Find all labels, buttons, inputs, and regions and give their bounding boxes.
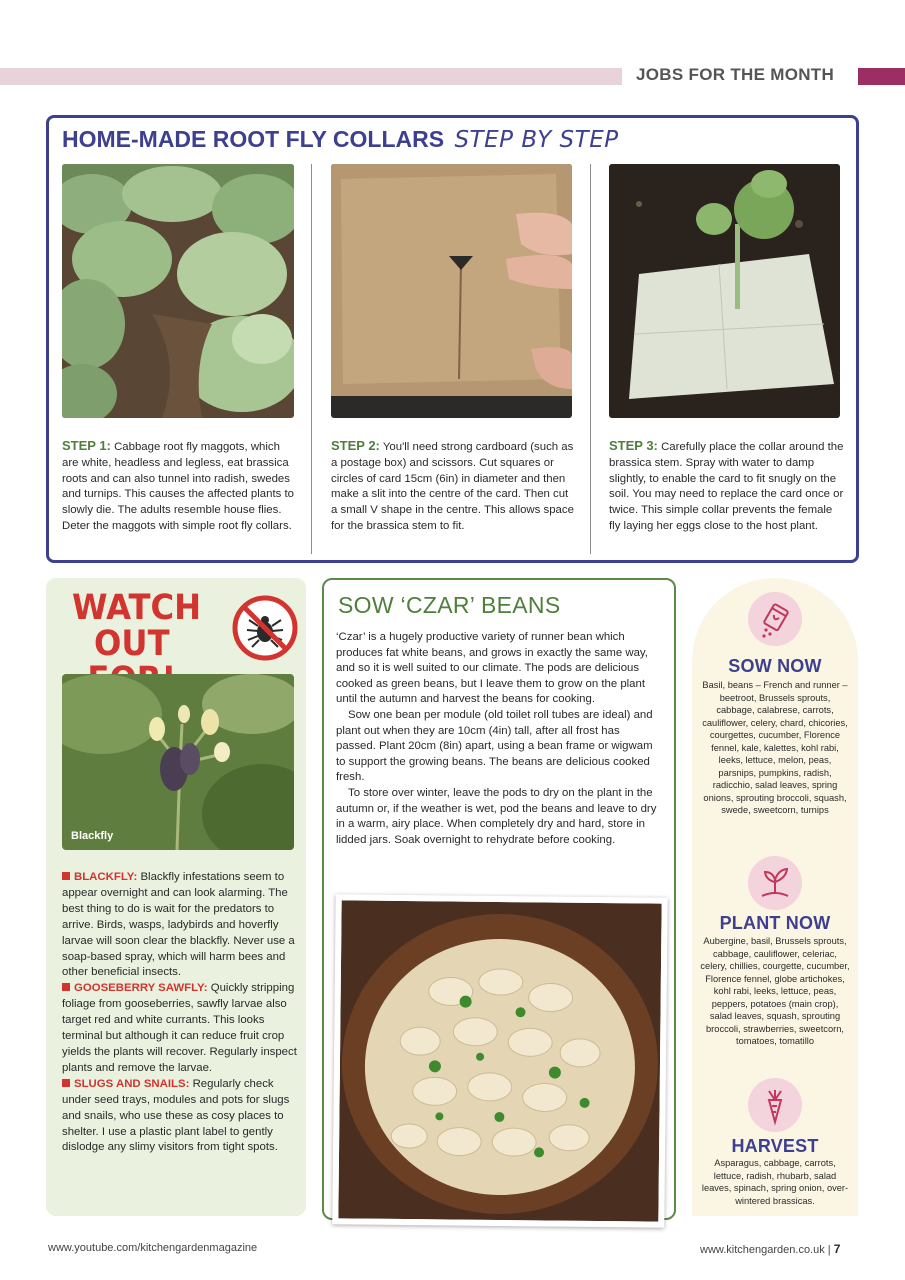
harvest-heading: HARVEST [731,1136,819,1156]
item-text: Regularly check under seed trays, modules and pots for slugs and snails, who use these as cosy places to shelter. I use a plastic plant label to gently dislodge any slimy visitors from tight spots. [62,1077,290,1154]
plant-now-text: Aubergine, basil, Brussels sprouts, cabbage, cauliflower, celeriac, celery, chillies, courgette, cucumber, Florence fennel, globe artichokes, kohl rabi, leeks, lettuce, peas, peppers, potatoes (main crop), salad leaves, squash, sprouting broccoli, strawberries, sweetcorn, tomatoes, tomatillo [700,936,850,1046]
item-heading: BLACKFLY: [74,871,138,883]
plant-now-heading: PLANT NOW [719,913,831,933]
step-by-step-title [62,126,619,153]
section-title: JOBS FOR THE MONTH [636,65,835,84]
item-text: Quickly stripping foliage from gooseberries, sawfly larvae also target red and white currants. This looks terminal but although it can reduce fruit crop yields the plants will recover. Regularly inspect plants and remove the larvae. [62,982,297,1074]
sow-now-heading: SOW NOW [728,656,822,676]
sow-now-text: Basil, beans – French and runner – beetroot, Brussels sprouts, cabbage, calabrese, carrots, cauliflower, celery, chard, chicories, courgettes, cucumber, Florence fennel, kale, kalettes, kohl rabi, leeks, lettuce, melon, peas, parsnips, pumpkins, radish, radicchio, salad leaves, spring onions, sprouting broccoli, squash, swede, sweetcorn, turnips [702,680,848,815]
watch-out-title: WATCH OUT [72,588,202,664]
step-divider [311,164,312,554]
step3-photo-collar [609,164,840,418]
step1-photo-cabbages [62,164,294,418]
blackfly-photo [62,674,294,850]
step2-label: STEP 2: [331,438,380,453]
watch-out-text [62,870,298,1156]
step-divider [590,164,591,554]
sow-czar-title: SOW ‘CZAR’ BEANS [338,592,561,618]
seedling-icon [748,856,802,910]
step3-label: STEP 3: [609,438,658,453]
footer-website-link[interactable]: www.kitchengarden.co.uk [700,1244,825,1256]
paragraph: To store over winter, leave the pods to dry on the plant in the autumn or, if the weather is wet, pod the beans and leave to dry in a warm, airy place. When completely dry and hard, store in lidded jars. Soak overnight to rehydrate before cooking. [336,786,657,846]
page-number: 7 [833,1242,841,1256]
item-heading: SLUGS AND SNAILS: [74,1077,190,1090]
step1-text [62,438,298,535]
footer-separator: | [827,1244,831,1256]
step2-photo-cardboard [331,164,572,418]
paragraph: Sow one bean per module (old toilet roll tubes are ideal) and plant out when they are 10cm (4in) tall, after all frost has passed. Plant 20cm (8in) apart, using a bean frame or wigwam to support the growing beans. The beans are delicious cooked fresh. [336,708,653,784]
step2-body: You'll need strong cardboard (such as a postage box) and scissors. Cut squares or circles of card 15cm (6in) in diameter and then make a slit into the centre of the card. Then cut a small V shape in the centre. This allows space for the brassica stem to fit. [331,441,574,532]
tick-warning-icon [231,594,299,662]
bullet-square [62,872,70,880]
photo-caption: Blackfly [71,830,114,842]
paragraph: ‘Czar’ is a hugely productive variety of runner bean which produces fat white beans, and grows in exactly the same way, and so it is well suited to our climate. The pods are delicious cooked as green beans, but I leave them to grow on the plant until the autumn and harvest the beans for cooking. [336,631,648,706]
step1-label: STEP 1: [62,438,111,453]
item-text: Blackfly infestations seem to appear overnight and can look alarming. The best thing to do is wait for the predators to arrive. Birds, wasps, ladybirds and hoverfly larvae will soon clear the blackfly. Never use a soap-based spray, which will harm bees and other beneficial insects. [62,871,295,979]
step3-body: Carefully place the collar around the brassica stem. Spray with water to damp slightly, to enable the card to fit snugly on the soil. You may need to replace the card once or twice. This simple collar prevents the female fly laying her eggs close to the host plant. [609,441,844,532]
title-main: HOME-MADE ROOT FLY COLLARS [62,126,445,152]
beans-bowl-photo [332,894,667,1227]
footer-youtube-link[interactable]: www.youtube.com/kitchengardenmagazine [48,1242,258,1254]
harvest-text: Asparagus, cabbage, carrots, lettuce, radish, rhubarb, salad leaves, spinach, spring onion, over-wintered brassicas. [701,1158,849,1206]
header-accent-block [858,68,905,85]
item-heading: GOOSEBERRY SAWFLY: [74,982,208,995]
bullet-square [62,1079,70,1087]
step1-body: Cabbage root fly maggots, which are white, headless and legless, eat brassica roots and can also tunnel into radish, swedes and turnips. This causes the affected plants to slowly die. The adults resemble house flies. Deter the maggots with simple root fly collars. [62,441,294,532]
bullet-square [62,983,70,991]
title-script: STEP BY STEP [454,127,619,153]
sow-czar-text [336,630,660,848]
step2-text [331,438,575,535]
seed-packet-icon [748,592,802,646]
footer-right [700,1242,840,1256]
header-bar [0,68,622,85]
step3-text [609,438,845,535]
carrot-icon [748,1078,802,1132]
